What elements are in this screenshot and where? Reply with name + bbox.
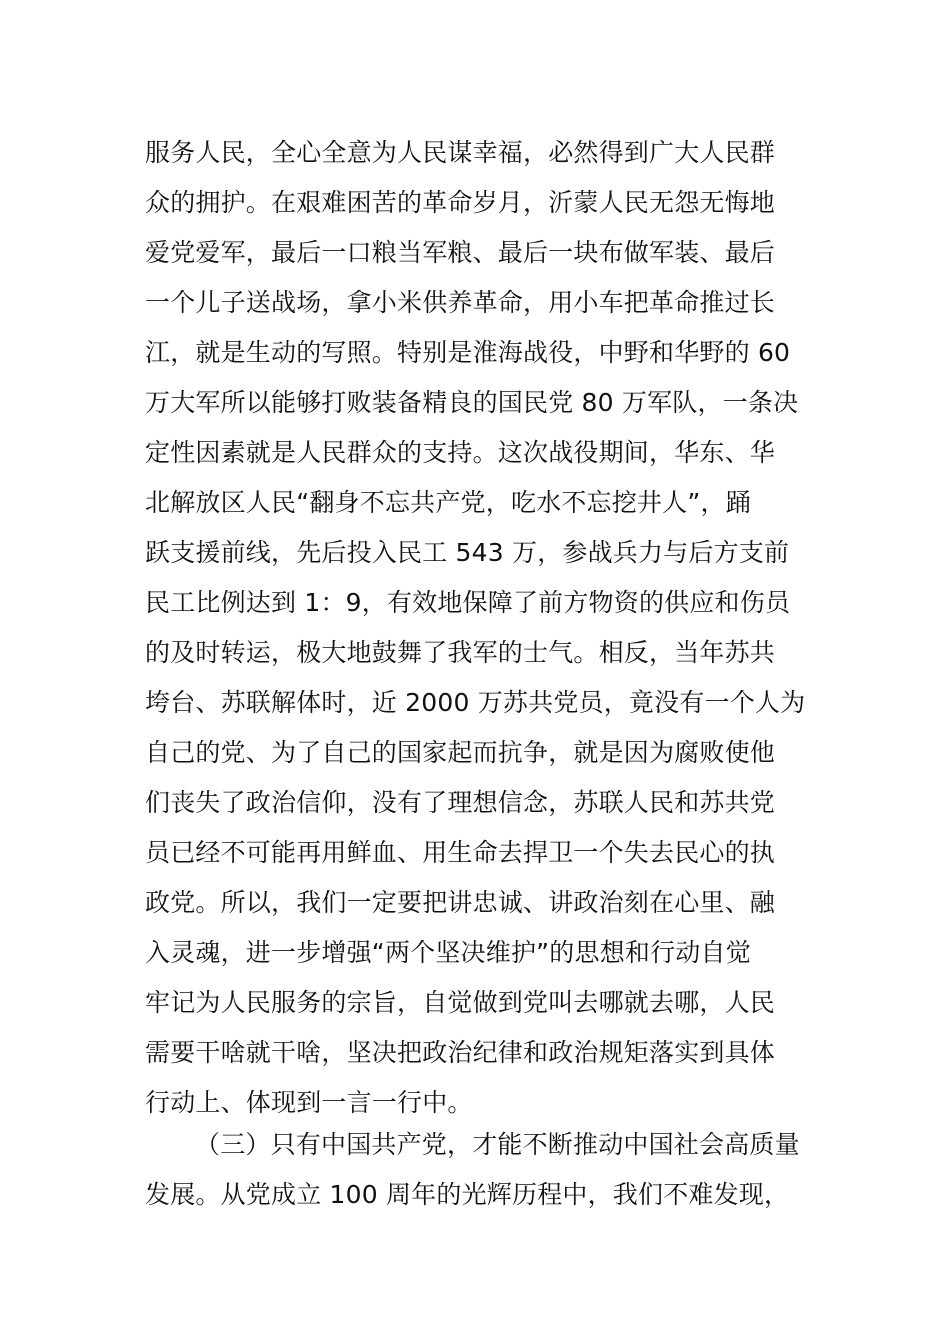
paragraph-people-support bbox=[145, 128, 810, 1128]
text-line: 需要干啥就干啥，坚决把政治纪律和政治规矩落实到具体 bbox=[145, 1038, 776, 1067]
text-line: 自己的党、为了自己的国家起而抗争，就是因为腐败使他 bbox=[145, 738, 776, 767]
text-line: 员已经不可能再用鲜血、用生命去捍卫一个失去民心的执 bbox=[145, 838, 776, 867]
text-line: 垮台、苏联解体时，近 2000 万苏共党员，竟没有一个人为 bbox=[145, 688, 806, 717]
text-line: 万大军所以能够打败装备精良的国民党 80 万军队，一条决 bbox=[145, 388, 799, 417]
text-line: 民工比例达到 1：9，有效地保障了前方物资的供应和伤员 bbox=[145, 588, 791, 617]
text-line: 定性因素就是人民群众的支持。这次战役期间，华东、华 bbox=[145, 438, 776, 467]
text-line: 们丧失了政治信仰，没有了理想信念，苏联人民和苏共党 bbox=[145, 788, 776, 817]
text-line: 众的拥护。在艰难困苦的革命岁月，沂蒙人民无怨无悔地 bbox=[145, 188, 776, 217]
text-line: 爱党爱军，最后一口粮当军粮、最后一块布做军装、最后 bbox=[145, 238, 776, 267]
text-line: 牢记为人民服务的宗旨，自觉做到党叫去哪就去哪，人民 bbox=[145, 988, 776, 1017]
paragraph-section-three bbox=[145, 1120, 810, 1220]
text-line: 的及时转运，极大地鼓舞了我军的士气。相反，当年苏共 bbox=[145, 638, 776, 667]
text-line: 入灵魂，进一步增强“两个坚决维护”的思想和行动自觉 bbox=[145, 938, 751, 967]
text-line: 服务人民，全心全意为人民谋幸福，必然得到广大人民群 bbox=[145, 138, 776, 167]
text-line: 一个儿子送战场，拿小米供养革命，用小车把革命推过长 bbox=[145, 288, 776, 317]
text-line: 北解放区人民“翻身不忘共产党，吃水不忘挖井人”，踊 bbox=[145, 488, 751, 517]
text-line: 江，就是生动的写照。特别是淮海战役，中野和华野的 60 bbox=[145, 338, 791, 367]
text-line: 发展。从党成立 100 周年的光辉历程中，我们不难发现， bbox=[145, 1180, 790, 1209]
text-line: 行动上、体现到一言一行中。 bbox=[145, 1088, 473, 1117]
section-heading-line: （三）只有中国共产党，才能不断推动中国社会高质量 bbox=[195, 1130, 800, 1159]
text-line: 政党。所以，我们一定要把讲忠诚、讲政治刻在心里、融 bbox=[145, 888, 776, 917]
text-line: 跃支援前线，先后投入民工 543 万，参战兵力与后方支前 bbox=[145, 538, 790, 567]
